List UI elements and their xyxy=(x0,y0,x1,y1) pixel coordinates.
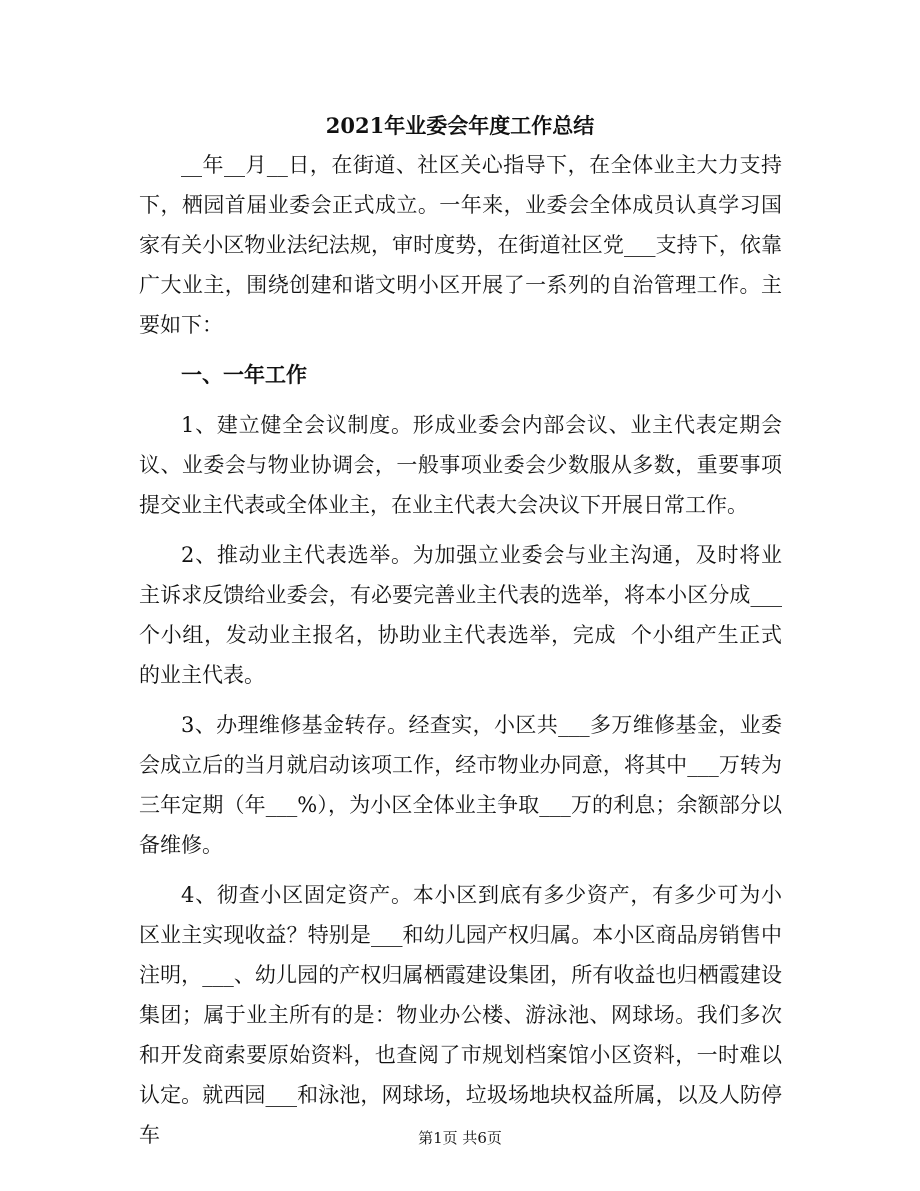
section-heading: 一、一年工作 xyxy=(181,362,307,387)
paragraph-item-1: 1、建立健全会议制度。形成业委会内部会议、业主代表定期会议、业委会与物业协调会，一般事项业委会少数服从多数，重要事项提交业主代表或全体业主，在业主代表大会决议下开展日常工作。 xyxy=(139,413,782,517)
document-body xyxy=(139,145,782,1155)
paragraph-item-2: 2、推动业主代表选举。为加强立业委会与业主沟通，及时将业主诉求反馈给业委会，有必要完善业主代表的选举，将本小区分成___个小组，发动业主报名，协助业主代表选举，完成 个小组产生正式的业主代表。 xyxy=(139,543,782,687)
paragraph-item-3: 3、办理维修基金转存。经查实，小区共___多万维修基金，业委会成立后的当月就启动该项工作，经市物业办同意，将其中___万转为三年定期（年___%），为小区全体业主争取___万的利息；余额部分以备维修。 xyxy=(139,713,782,857)
paragraph-item-4: 4、彻查小区固定资产。本小区到底有多少资产，有多少可为小区业主实现收益？特别是___和幼儿园产权归属。本小区商品房销售中注明，___、幼儿园的产权归属栖霞建设集团，所有收益也归栖霞建设集团；属于业主所有的是：物业办公楼、游泳池、网球场。我们多次和开发商索要原始资料，也查阅了市规划档案馆小区资料，一时难以认定。就西园___和泳池，网球场，垃圾场地块权益所属，以及人防停车 xyxy=(139,883,782,1147)
document-title: 2021年业委会年度工作总结 xyxy=(325,113,595,138)
page-number-footer: 第1页 共6页 xyxy=(418,1129,502,1147)
paragraph-intro: __年__月__日，在街道、社区关心指导下，在全体业主大力支持下，栖园首届业委会正式成立。一年来，业委会全体成员认真学习国家有关小区物业法纪法规，审时度势，在街道社区党___支持下，依靠广大业主，围绕创建和谐文明小区开展了一系列的自治管理工作。主要如下： xyxy=(139,153,782,337)
